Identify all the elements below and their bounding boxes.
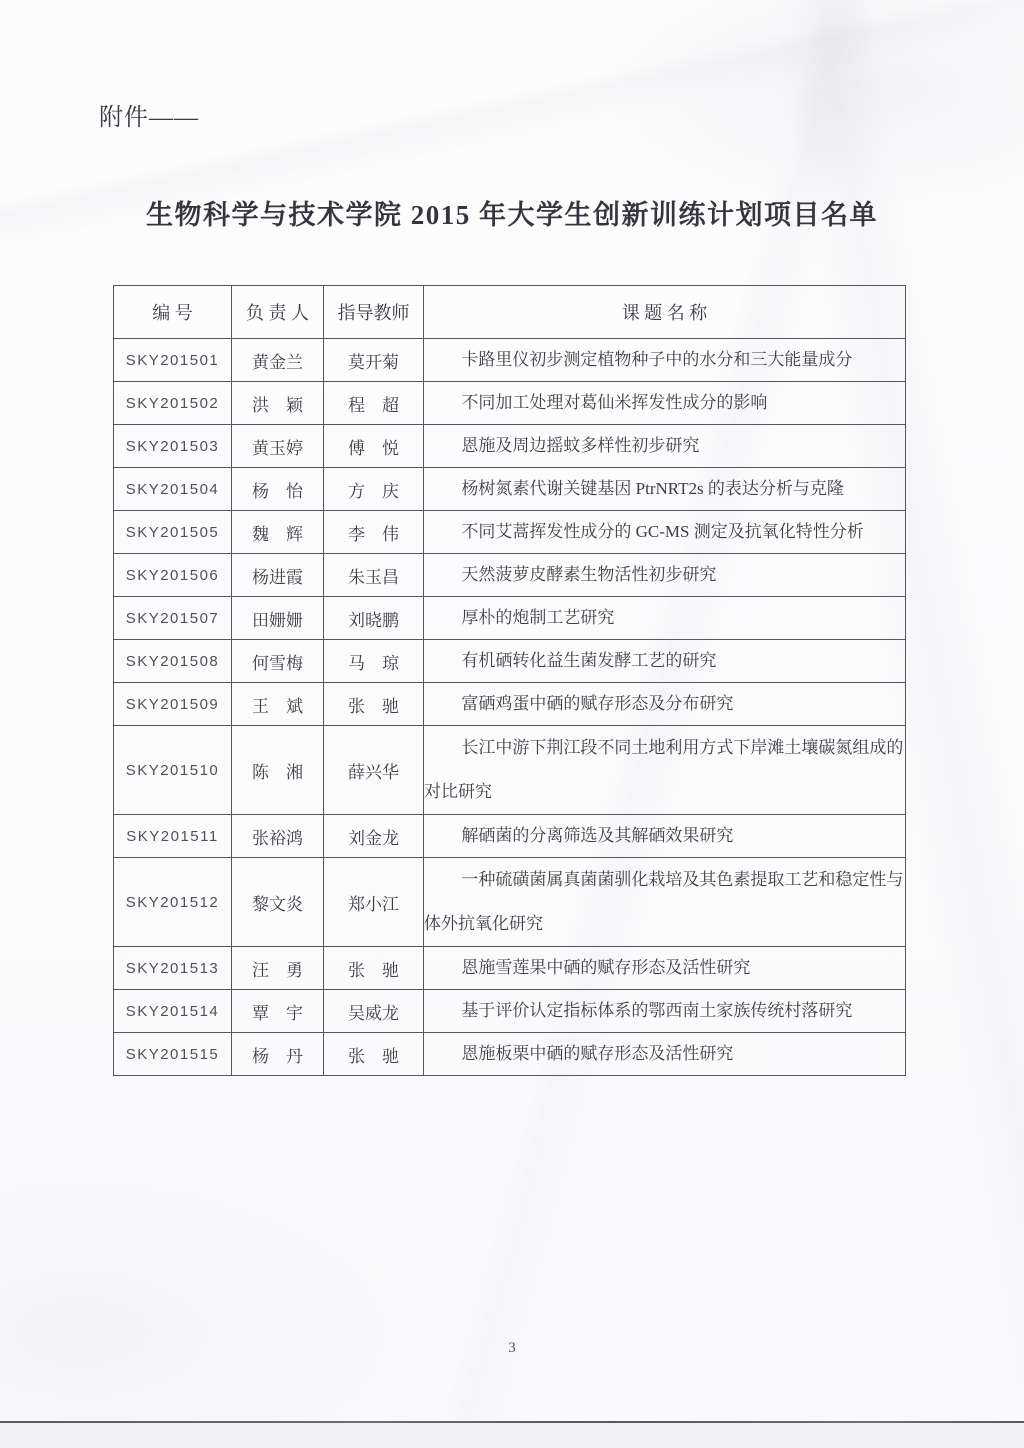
project-title-cell: 不同加工处理对葛仙米挥发性成分的影响 (424, 382, 906, 425)
table-row (114, 468, 906, 511)
project-table-body (114, 339, 906, 1076)
header-cell-leader: 负 责 人 (232, 286, 324, 339)
project-advisor-cell: 张 驰 (324, 1033, 424, 1076)
table-row (114, 726, 906, 815)
project-advisor-cell: 郑小江 (324, 858, 424, 947)
project-leader-cell: 黄金兰 (232, 339, 324, 382)
table-row (114, 339, 906, 382)
project-id-cell: SKY201515 (114, 1033, 232, 1076)
project-leader-cell: 田姗姗 (232, 597, 324, 640)
page-title: 生物科学与技术学院 2015 年大学生创新训练计划项目名单 (146, 200, 878, 230)
project-leader-cell: 洪 颖 (232, 382, 324, 425)
project-id-cell: SKY201511 (114, 815, 232, 858)
project-title-cell: 不同艾蒿挥发性成分的 GC-MS 测定及抗氧化特性分析 (424, 511, 906, 554)
project-title-cell: 杨树氮素代谢关键基因 PtrNRT2s 的表达分析与克隆 (424, 468, 906, 511)
project-id-cell: SKY201512 (114, 858, 232, 947)
project-advisor-cell: 朱玉昌 (324, 554, 424, 597)
project-id-cell: SKY201505 (114, 511, 232, 554)
project-id-cell: SKY201514 (114, 990, 232, 1033)
project-leader-cell: 陈 湘 (232, 726, 324, 815)
table-row (114, 511, 906, 554)
project-title-cell: 恩施及周边摇蚊多样性初步研究 (424, 425, 906, 468)
project-title-cell: 卡路里仪初步测定植物种子中的水分和三大能量成分 (424, 339, 906, 382)
project-advisor-cell: 傅 悦 (324, 425, 424, 468)
table-row (114, 947, 906, 990)
table-row (114, 554, 906, 597)
project-title-cell: 恩施雪莲果中硒的赋存形态及活性研究 (424, 947, 906, 990)
project-title-cell: 恩施板栗中硒的赋存形态及活性研究 (424, 1033, 906, 1076)
project-id-cell: SKY201510 (114, 726, 232, 815)
project-advisor-cell: 张 驰 (324, 947, 424, 990)
project-table (113, 285, 906, 1076)
project-advisor-cell: 吴威龙 (324, 990, 424, 1033)
project-leader-cell: 何雪梅 (232, 640, 324, 683)
table-row (114, 382, 906, 425)
project-leader-cell: 黎文炎 (232, 858, 324, 947)
project-advisor-cell: 李 伟 (324, 511, 424, 554)
header-row (114, 286, 906, 339)
project-leader-cell: 杨 丹 (232, 1033, 324, 1076)
header-cell-id: 编 号 (114, 286, 232, 339)
project-title-cell: 解硒菌的分离筛选及其解硒效果研究 (424, 815, 906, 858)
project-title-cell: 厚朴的炮制工艺研究 (424, 597, 906, 640)
project-advisor-cell: 刘晓鹏 (324, 597, 424, 640)
project-title-cell: 一种硫磺菌属真菌菌驯化栽培及其色素提取工艺和稳定性与体外抗氧化研究 (424, 858, 906, 947)
project-leader-cell: 杨 怡 (232, 468, 324, 511)
project-leader-cell: 王 斌 (232, 683, 324, 726)
project-advisor-cell: 方 庆 (324, 468, 424, 511)
project-id-cell: SKY201501 (114, 339, 232, 382)
project-title-cell: 有机硒转化益生菌发酵工艺的研究 (424, 640, 906, 683)
project-id-cell: SKY201508 (114, 640, 232, 683)
table-row (114, 597, 906, 640)
project-id-cell: SKY201509 (114, 683, 232, 726)
project-advisor-cell: 刘金龙 (324, 815, 424, 858)
table-row (114, 990, 906, 1033)
project-leader-cell: 黄玉婷 (232, 425, 324, 468)
project-leader-cell: 魏 辉 (232, 511, 324, 554)
project-leader-cell: 汪 勇 (232, 947, 324, 990)
project-leader-cell: 覃 宇 (232, 990, 324, 1033)
table-row (114, 425, 906, 468)
header-cell-advisor: 指导教师 (324, 286, 424, 339)
project-title-cell: 富硒鸡蛋中硒的赋存形态及分布研究 (424, 683, 906, 726)
project-id-cell: SKY201502 (114, 382, 232, 425)
project-leader-cell: 杨进霞 (232, 554, 324, 597)
table-row (114, 683, 906, 726)
scan-edge-strip (0, 1423, 1024, 1448)
project-advisor-cell: 薛兴华 (324, 726, 424, 815)
project-title-cell: 长江中游下荆江段不同土地利用方式下岸滩土壤碳氮组成的对比研究 (424, 726, 906, 815)
project-advisor-cell: 莫开菊 (324, 339, 424, 382)
project-id-cell: SKY201503 (114, 425, 232, 468)
project-id-cell: SKY201513 (114, 947, 232, 990)
project-advisor-cell: 程 超 (324, 382, 424, 425)
project-title-cell: 天然菠萝皮酵素生物活性初步研究 (424, 554, 906, 597)
table-row (114, 640, 906, 683)
project-table-header (114, 286, 906, 339)
project-leader-cell: 张裕鸿 (232, 815, 324, 858)
table-row (114, 858, 906, 947)
attachment-label: 附件—— (99, 105, 199, 131)
header-cell-title: 课 题 名 称 (424, 286, 906, 339)
table-row (114, 1033, 906, 1076)
project-id-cell: SKY201504 (114, 468, 232, 511)
table-row (114, 815, 906, 858)
project-id-cell: SKY201506 (114, 554, 232, 597)
page-number: 3 (508, 1340, 516, 1356)
project-advisor-cell: 马 琼 (324, 640, 424, 683)
project-advisor-cell: 张 驰 (324, 683, 424, 726)
project-id-cell: SKY201507 (114, 597, 232, 640)
project-title-cell: 基于评价认定指标体系的鄂西南土家族传统村落研究 (424, 990, 906, 1033)
